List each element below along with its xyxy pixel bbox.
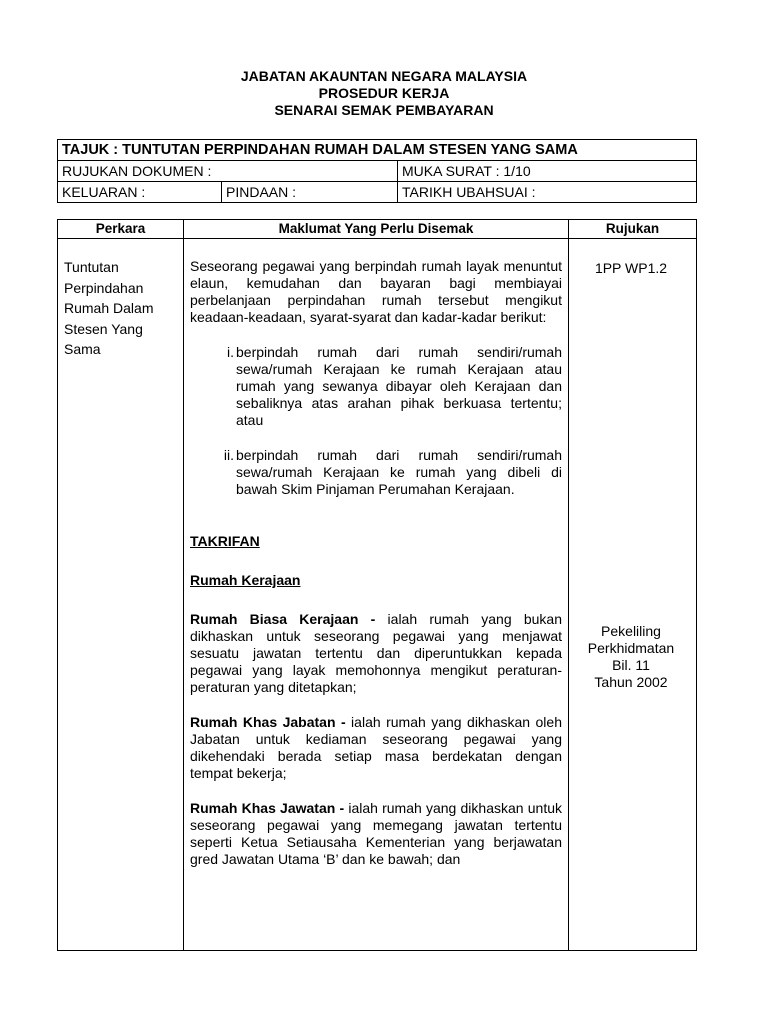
column-header-perkara: Perkara [95, 221, 146, 236]
perkara-line: Sama [64, 341, 101, 357]
definition-text: ialah rumah yang dikhaskan oleh Jabatan untuk kediaman seseorang pegawai yang dikehendaki berada setiap masa berdekatan dengan tempat bekerja; [190, 714, 562, 781]
list-item [190, 447, 562, 498]
definition-term: Rumah Biasa Kerajaan - [190, 611, 376, 627]
definition-paragraph [190, 714, 562, 782]
rujukan-line: Perkhidmatan [587, 640, 675, 656]
definition-term: Rumah Khas Jawatan - [190, 800, 345, 816]
list-item-text: berpindah rumah dari rumah sendiri/rumah sewa/rumah Kerajaan ke rumah Kerajaan atau rumah yang sewanya dibayar oleh Kerajaan dan sebaliknya atas arahan pihak berkuasa tertentu; atau [236, 344, 562, 428]
header-organisation: JABATAN AKAUNTAN NEGARA MALAYSIA [240, 68, 528, 84]
column-header-maklumat: Maklumat Yang Perlu Disemak [278, 221, 474, 236]
perkara-line: Perpindahan [64, 279, 144, 296]
rujukan-line: Tahun 2002 [594, 674, 668, 690]
list-item-number: ii. [223, 447, 234, 463]
rujukan-line: Bil. 11 [612, 657, 650, 673]
definition-paragraph [190, 611, 562, 696]
maklumat-cell [190, 258, 562, 868]
definition-term: Rumah Khas Jabatan - [190, 714, 346, 730]
perkara-cell [64, 257, 174, 360]
header-checklist: SENARAI SEMAK PEMBAYARAN [274, 102, 494, 118]
rujukan-reference-1: 1PP WP1.2 [594, 260, 668, 276]
column-header-rujukan: Rujukan [605, 221, 660, 236]
meta-keluaran: KELUARAN : [58, 182, 222, 203]
condition-list [190, 344, 562, 498]
perkara-line: Stesen Yang [64, 320, 143, 337]
rujukan-reference-2 [566, 623, 696, 691]
intro-paragraph: Seseorang pegawai yang berpindah rumah layak menuntut elaun, kemudahan dan bayaran bagi membiayai perbelanjaan perpindahan rumah tersebut mengikut keadaan-keadaan, syarat-syarat dan kadar-kadar berikut: [190, 258, 562, 325]
perkara-line: Tuntutan [64, 259, 119, 275]
definition-text: ialah rumah yang bukan dikhaskan untuk seseorang pegawai yang menjawat sesuatu jawatan tertentu dan diperuntukkan kepada pegawai yang layak memohonnya mengikut peraturan-peraturan yang ditetapkan; [190, 611, 562, 695]
column-divider [568, 220, 569, 950]
meta-muka-surat: MUKA SURAT : 1/10 [398, 161, 697, 182]
list-item-text: berpindah rumah dari rumah sendiri/rumah sewa/rumah Kerajaan ke rumah yang dibeli di bawah Skim Pinjaman Perumahan Kerajaan. [236, 447, 562, 497]
definition-paragraph [190, 800, 562, 868]
rumah-kerajaan-heading: Rumah Kerajaan [190, 572, 301, 588]
meta-tarikh-ubahsuai: TARIKH UBAHSUAI : [398, 182, 697, 203]
perkara-line: Rumah Dalam [64, 300, 154, 316]
list-item [190, 344, 562, 429]
document-header [0, 68, 768, 119]
meta-rujukan-dokumen: RUJUKAN DOKUMEN : [58, 161, 398, 182]
takrifan-heading: TAKRIFAN [190, 533, 260, 549]
meta-tajuk: TAJUK : TUNTUTAN PERPINDAHAN RUMAH DALAM STESEN YANG SAMA [58, 140, 697, 161]
header-procedure: PROSEDUR KERJA [318, 85, 450, 101]
meta-pindaan: PINDAAN : [222, 182, 398, 203]
header-divider [58, 238, 696, 239]
definition-text: ialah rumah yang dikhaskan untuk seseorang pegawai yang memegang jawatan tertentu seperti Ketua Setiausaha Kementerian yang berjawatan gred Jawatan Utama ‘B’ dan ke bawah; dan [190, 800, 562, 867]
list-item-number: i. [227, 344, 234, 360]
checklist-table [57, 219, 697, 951]
column-divider [183, 220, 184, 950]
rujukan-line: Pekeliling [601, 623, 661, 639]
document-meta-table [57, 139, 697, 203]
